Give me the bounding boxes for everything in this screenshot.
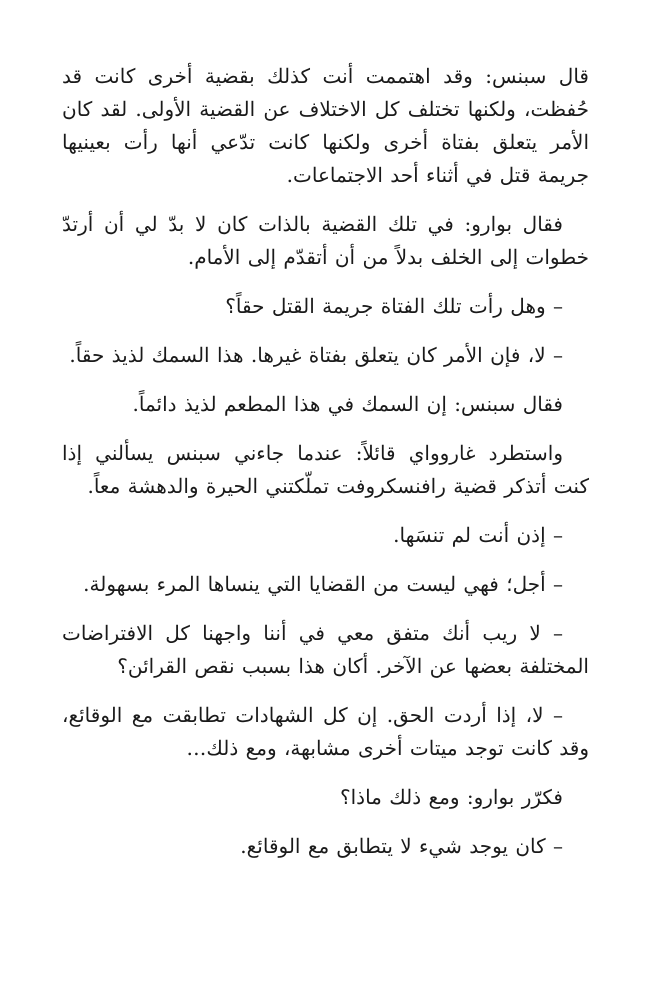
paragraph-11: فكرّر بوارو: ومع ذلك ماذا؟ [340,785,563,809]
paragraph-7: – إذن أنت لم تنسَها. [393,523,563,547]
paragraph-6: واستطرد غاروواي قائلاً: عندما جاءني سبنس يسألني إذا كنت أتذكر قضية رافنسكروفت تملّكتني الحيرة والدهشة معاً. [62,441,589,498]
paragraph-5: فقال سبنس: إن السمك في هذا المطعم لذيذ دائماً. [132,392,563,416]
paragraph-1: قال سبنس: وقد اهتممت أنت كذلك بقضية أخرى كانت قد حُفظت، ولكنها تختلف كل الاختلاف عن القضية الأولى. لقد كان الأمر يتعلق بفتاة أخرى ولكنها كانت تدّعي أنها رأت بعينيها جريمة قتل في أثناء أحد الاجتماعات. [62,64,589,187]
paragraph-3: – وهل رأت تلك الفتاة جريمة القتل حقاً؟ [225,294,563,318]
paragraph-9: – لا ريب أنك متفق معي في أننا واجهنا كل الافتراضات المختلفة بعضها عن الآخر. أكان هذا بسبب نقص القرائن؟ [62,621,589,678]
book-page [62,60,589,879]
paragraph-10: – لا، إذا أردت الحق. إن كل الشهادات تطابقت مع الوقائع، وقد كانت توجد ميتات أخرى مشابهة، ومع ذلك… [62,703,589,760]
paragraph-8: – أجل؛ فهي ليست من القضايا التي ينساها المرء بسهولة. [83,572,563,596]
paragraph-2: فقال بوارو: في تلك القضية بالذات كان لا بدّ لي أن أرتدّ خطوات إلى الخلف بدلاً من أن أتقدّم إلى الأمام. [62,212,589,269]
paragraph-12: – كان يوجد شيء لا يتطابق مع الوقائع. [240,834,563,858]
paragraph-4: – لا، فإن الأمر كان يتعلق بفتاة غيرها. هذا السمك لذيذ حقاً. [69,343,563,367]
